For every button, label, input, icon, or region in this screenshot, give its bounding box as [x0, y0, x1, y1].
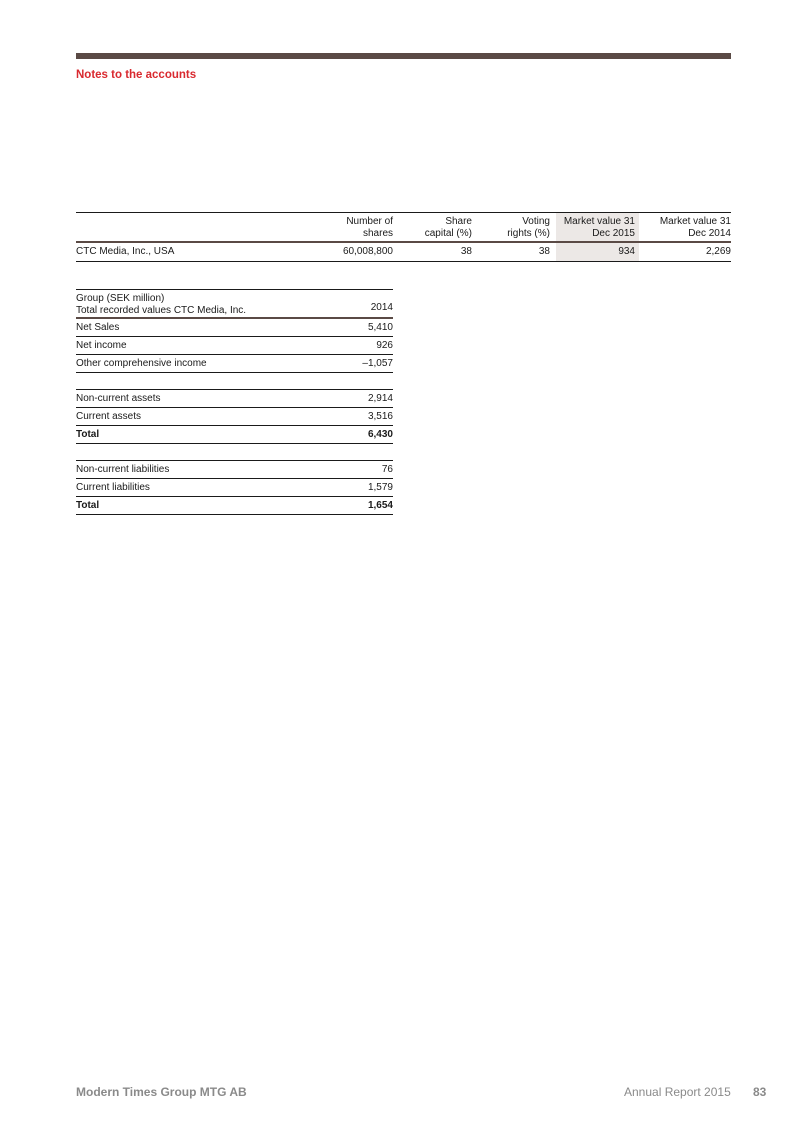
row-value: 76: [381, 464, 393, 475]
row-label: Other comprehensive income: [76, 358, 207, 369]
table-spacer: [76, 373, 393, 390]
footer-company: Modern Times Group MTG AB: [76, 1085, 247, 1099]
group-table-header-year: 2014: [370, 302, 393, 313]
cell-number-of-shares: 60,008,800: [342, 246, 393, 257]
row-value: 926: [376, 340, 393, 351]
row-label: Non-current assets: [76, 393, 161, 404]
row-label: Current liabilities: [76, 482, 150, 493]
column-header-market-value-2015: Market value 31 Dec 2015: [556, 213, 639, 241]
row-label: Net Sales: [76, 322, 120, 333]
table-row-total: [76, 426, 393, 444]
row-value: 1,579: [367, 482, 393, 493]
table-row: [76, 319, 393, 337]
column-header-number-of-shares: Number of shares: [346, 216, 393, 239]
row-label: Net income: [76, 340, 127, 351]
row-value: 3,516: [367, 411, 393, 422]
row-value: 6,430: [367, 429, 393, 440]
row-label: Total: [76, 429, 100, 440]
column-header-voting-rights: Voting rights (%): [507, 216, 550, 239]
group-table-header-label: Group (SEK million) Total recorded values CTC Media, Inc.: [76, 293, 247, 316]
holdings-table: [76, 212, 731, 262]
table-row: [76, 479, 393, 497]
top-bar: [76, 53, 731, 59]
row-value: –1,057: [362, 358, 393, 369]
cell-market-value-2014: 2,269: [705, 246, 731, 257]
row-label: Current assets: [76, 411, 142, 422]
group-table-header: [76, 290, 393, 319]
row-value: 5,410: [367, 322, 393, 333]
page-number: 83: [753, 1085, 767, 1099]
row-label: Total: [76, 500, 100, 511]
table-spacer: [76, 444, 393, 461]
table-row: [76, 243, 731, 262]
table-row: [76, 355, 393, 373]
table-row-total: [76, 497, 393, 515]
table-row: [76, 461, 393, 479]
table-row: [76, 337, 393, 355]
column-header-market-value-2014: Market value 31 Dec 2014: [659, 216, 731, 239]
cell-market-value-2015: 934: [556, 243, 639, 261]
row-value: 2,914: [367, 393, 393, 404]
section-title: Notes to the accounts: [76, 69, 197, 81]
footer-report-title: Annual Report 2015: [624, 1085, 731, 1099]
column-header-share-capital: Share capital (%): [424, 216, 472, 239]
cell-voting-rights: 38: [538, 246, 550, 257]
group-table: [76, 289, 393, 515]
table-row: [76, 408, 393, 426]
table-row: [76, 390, 393, 408]
row-value: 1,654: [367, 500, 393, 511]
holdings-table-header: [76, 213, 731, 243]
row-label: Non-current liabilities: [76, 464, 170, 475]
column-header-company: [76, 213, 276, 241]
cell-company: CTC Media, Inc., USA: [76, 246, 175, 257]
cell-share-capital: 38: [460, 246, 472, 257]
